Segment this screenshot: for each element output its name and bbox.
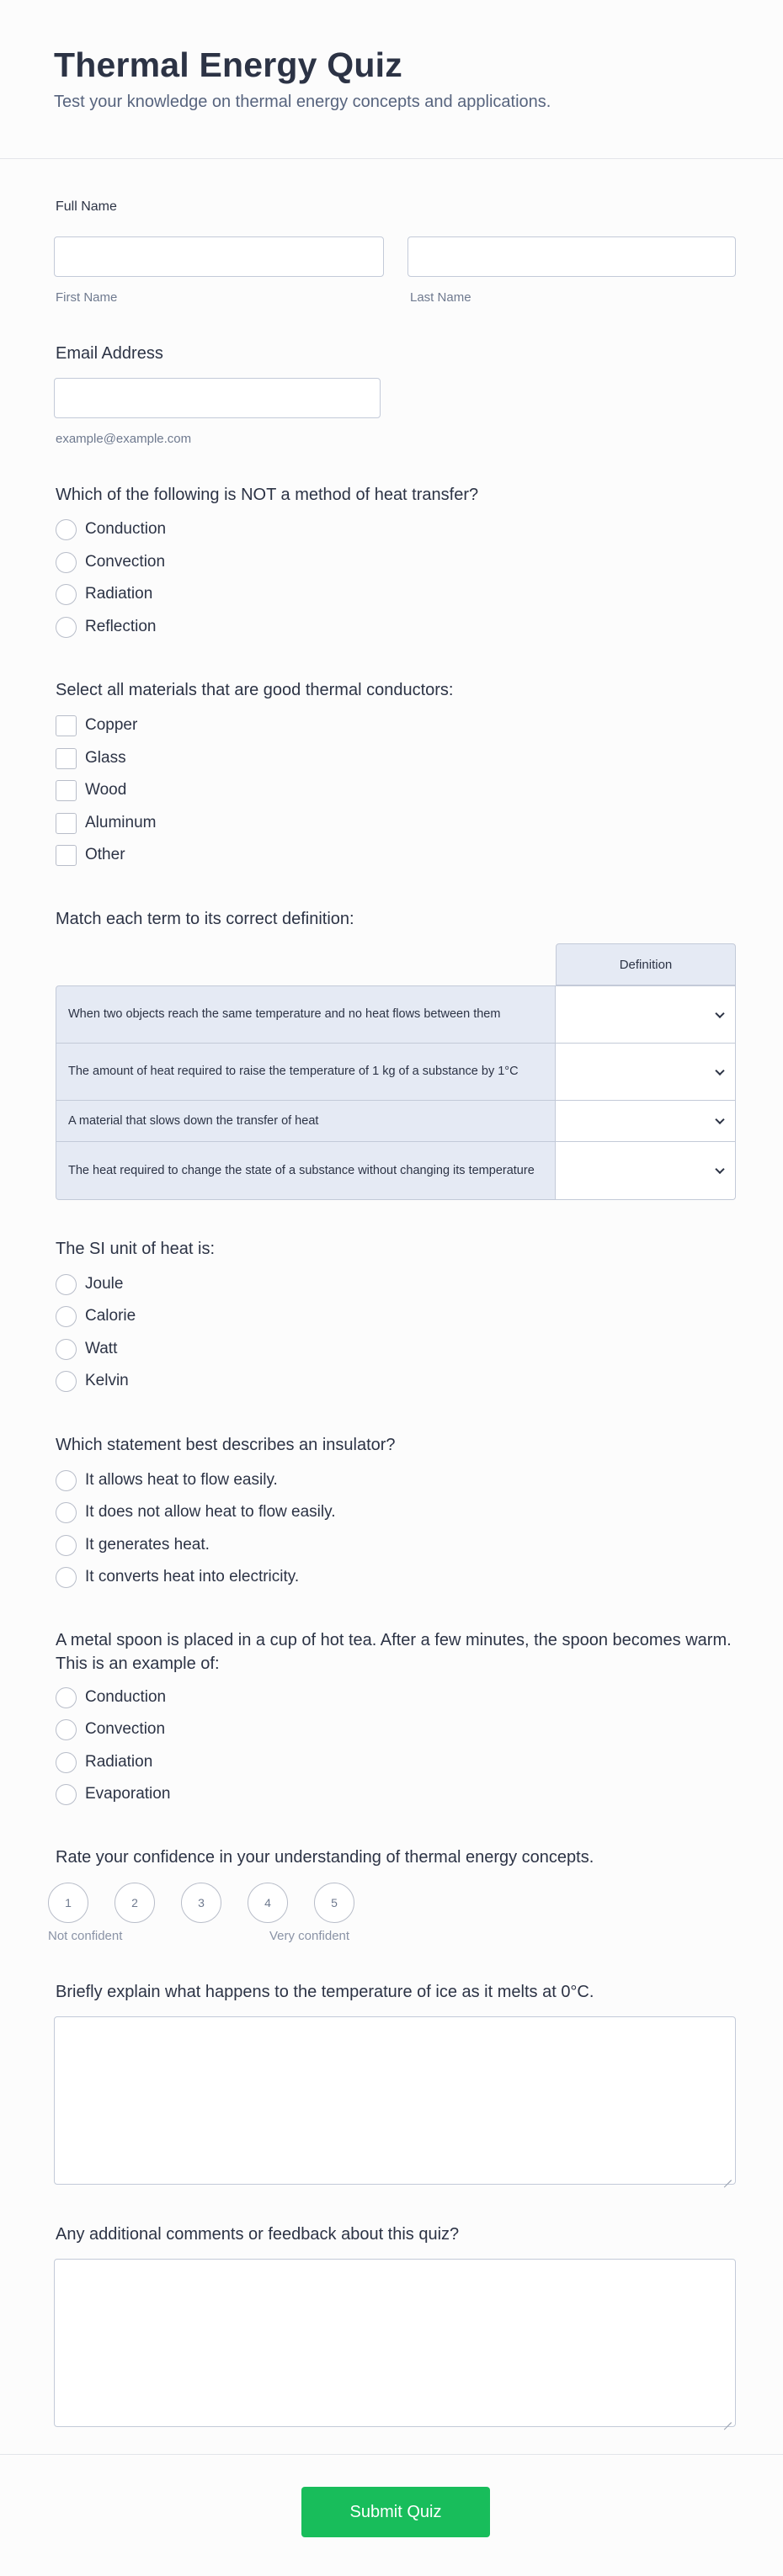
- resize-handle-icon[interactable]: [723, 2172, 732, 2180]
- rating-4-button[interactable]: 4: [248, 1883, 288, 1923]
- radio-button[interactable]: [56, 1567, 77, 1588]
- email-label: Email Address: [56, 344, 163, 363]
- chevron-down-icon: [715, 1008, 724, 1017]
- radio-button[interactable]: [56, 1274, 77, 1295]
- matrix-term: When two objects reach the same temperature and no heat flows between them: [56, 985, 556, 1044]
- radio-button[interactable]: [56, 1535, 77, 1556]
- first-name-input[interactable]: [54, 236, 384, 277]
- scale-max-caption: Very confident: [269, 1929, 350, 1943]
- matrix-row: [56, 1142, 736, 1200]
- matrix-column-header: Definition: [556, 943, 736, 985]
- radio-button[interactable]: [56, 1306, 77, 1327]
- q2-option-glass[interactable]: Glass: [56, 746, 126, 771]
- matrix-term: The amount of heat required to raise the temperature of 1 kg of a substance by 1°C: [56, 1044, 556, 1101]
- q2-option-other[interactable]: Other: [56, 842, 125, 868]
- scale-min-caption: Not confident: [48, 1929, 123, 1943]
- checkbox[interactable]: [56, 845, 77, 866]
- radio-button[interactable]: [56, 1752, 77, 1773]
- radio-button[interactable]: [56, 584, 77, 605]
- resize-handle-icon[interactable]: [723, 2414, 732, 2423]
- radio-button[interactable]: [56, 617, 77, 638]
- q6-option-conduction[interactable]: Conduction: [56, 1685, 166, 1710]
- radio-button[interactable]: [56, 1371, 77, 1392]
- last-name-input[interactable]: [407, 236, 736, 277]
- matrix-row: [56, 985, 736, 1044]
- submit-quiz-button[interactable]: Submit Quiz: [301, 2487, 490, 2537]
- q2-option-wood[interactable]: Wood: [56, 778, 126, 803]
- page-subtitle: Test your knowledge on thermal energy concepts and applications.: [54, 93, 551, 111]
- rating-2-button[interactable]: 2: [115, 1883, 155, 1923]
- ice-melting-answer-textarea[interactable]: [54, 2016, 736, 2185]
- definition-dropdown[interactable]: [556, 1044, 736, 1101]
- radio-button[interactable]: [56, 552, 77, 573]
- radio-button[interactable]: [56, 1339, 77, 1360]
- feedback-textarea[interactable]: [54, 2259, 736, 2427]
- q6-option-evaporation[interactable]: Evaporation: [56, 1782, 170, 1807]
- form-footer: [0, 2454, 783, 2576]
- q2-option-copper[interactable]: Copper: [56, 713, 137, 738]
- question-si-unit: The SI unit of heat is:: [56, 1240, 215, 1258]
- checkbox[interactable]: [56, 715, 77, 736]
- question-metal-spoon: A metal spoon is placed in a cup of hot tea. After a few minutes, the spoon becomes warm. This is an example of:: [56, 1631, 732, 1673]
- radio-button[interactable]: [56, 1502, 77, 1523]
- matrix-row: [56, 1101, 736, 1142]
- q4-option-kelvin[interactable]: Kelvin: [56, 1368, 129, 1394]
- question-ice-melting: Briefly explain what happens to the temperature of ice as it melts at 0°C.: [56, 1983, 594, 2001]
- radio-button[interactable]: [56, 1687, 77, 1708]
- q1-option-convection[interactable]: Convection: [56, 550, 165, 575]
- q5-option-1[interactable]: It allows heat to flow easily.: [56, 1468, 278, 1493]
- q5-option-4[interactable]: It converts heat into electricity.: [56, 1564, 299, 1590]
- definition-dropdown[interactable]: [556, 1101, 736, 1142]
- matrix-term: The heat required to change the state of a substance without changing its temperature: [56, 1142, 556, 1200]
- q4-option-watt[interactable]: Watt: [56, 1336, 117, 1362]
- radio-button[interactable]: [56, 1470, 77, 1491]
- chevron-down-icon: [715, 1065, 724, 1075]
- q4-option-joule[interactable]: Joule: [56, 1272, 123, 1297]
- question-heat-transfer: Which of the following is NOT a method of heat transfer?: [56, 486, 479, 504]
- q4-option-calorie[interactable]: Calorie: [56, 1304, 136, 1329]
- email-sublabel: example@example.com: [56, 432, 192, 446]
- q5-option-2[interactable]: It does not allow heat to flow easily.: [56, 1500, 335, 1525]
- rating-1-button[interactable]: 1: [48, 1883, 88, 1923]
- last-name-sublabel: Last Name: [410, 290, 471, 305]
- q1-option-radiation[interactable]: Radiation: [56, 582, 152, 607]
- matrix-row: [56, 1044, 736, 1101]
- rating-5-button[interactable]: 5: [314, 1883, 354, 1923]
- form-header: [0, 0, 783, 159]
- question-conductors: Select all materials that are good thermal conductors:: [56, 681, 454, 699]
- q2-option-aluminum[interactable]: Aluminum: [56, 810, 156, 836]
- chevron-down-icon: [715, 1165, 724, 1174]
- full-name-label: Full Name: [56, 199, 117, 214]
- q5-option-3[interactable]: It generates heat.: [56, 1532, 210, 1558]
- checkbox[interactable]: [56, 813, 77, 834]
- q6-option-convection[interactable]: Convection: [56, 1717, 165, 1742]
- definition-dropdown[interactable]: [556, 985, 736, 1044]
- q1-option-conduction[interactable]: Conduction: [56, 517, 166, 542]
- radio-button[interactable]: [56, 519, 77, 540]
- page-title: Thermal Energy Quiz: [54, 45, 402, 84]
- chevron-down-icon: [715, 1115, 724, 1124]
- q6-option-radiation[interactable]: Radiation: [56, 1750, 152, 1775]
- email-input[interactable]: [54, 378, 381, 418]
- q1-option-reflection[interactable]: Reflection: [56, 614, 157, 640]
- radio-button[interactable]: [56, 1719, 77, 1740]
- definition-dropdown[interactable]: [556, 1142, 736, 1200]
- question-matching: Match each term to its correct definition:: [56, 910, 354, 928]
- matrix-term: A material that slows down the transfer of heat: [56, 1101, 556, 1142]
- radio-button[interactable]: [56, 1784, 77, 1805]
- checkbox[interactable]: [56, 748, 77, 769]
- checkbox[interactable]: [56, 780, 77, 801]
- question-confidence: Rate your confidence in your understanding of thermal energy concepts.: [56, 1848, 594, 1867]
- first-name-sublabel: First Name: [56, 290, 118, 305]
- question-feedback: Any additional comments or feedback about this quiz?: [56, 2225, 460, 2244]
- question-insulator: Which statement best describes an insulator?: [56, 1436, 396, 1454]
- rating-3-button[interactable]: 3: [181, 1883, 221, 1923]
